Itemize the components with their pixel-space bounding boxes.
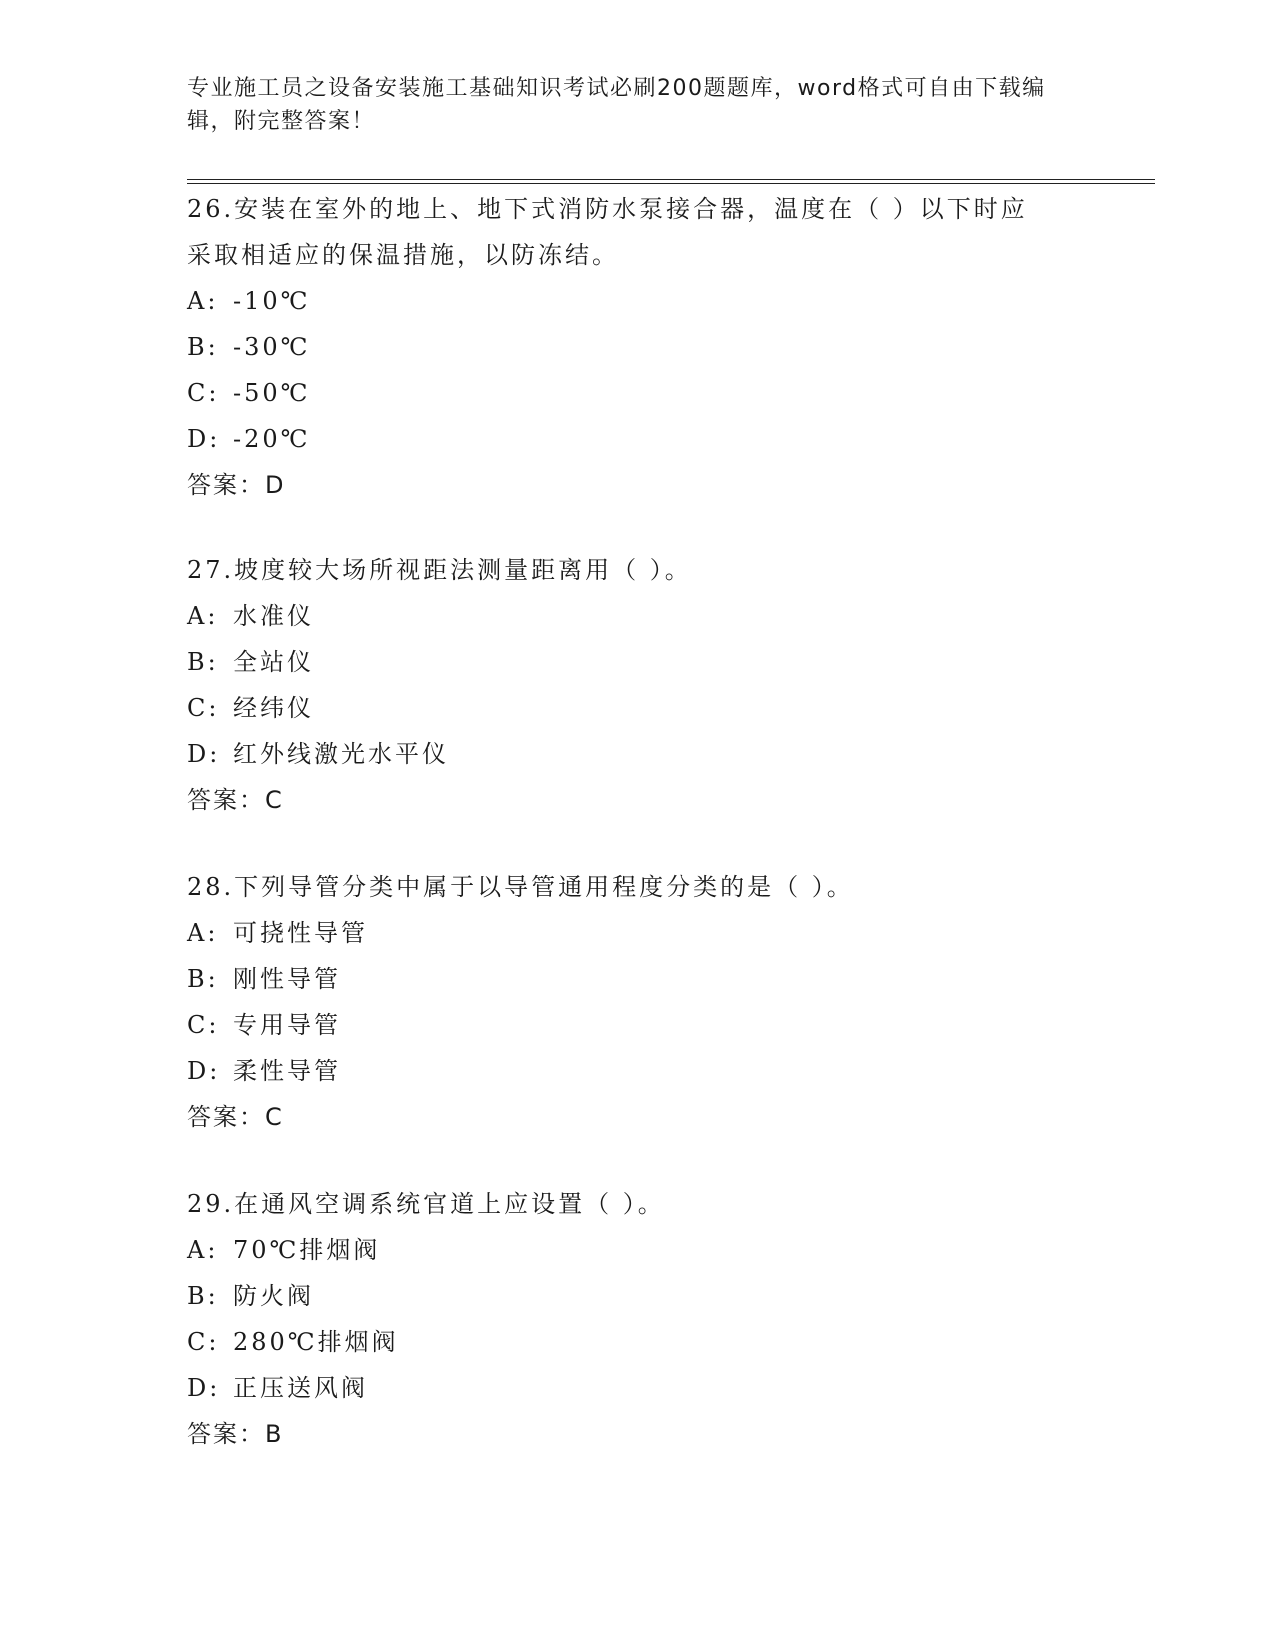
option-d	[187, 416, 1087, 462]
document-title: 专业施工员之设备安装施工基础知识考试必刷200题题库，word格式可自由下载编辑，附完整答案！	[187, 76, 1046, 134]
option-text: 专用导管	[233, 1011, 341, 1039]
option-key: A:	[187, 602, 219, 630]
option-b	[187, 956, 1087, 1002]
option-a	[187, 593, 1087, 639]
question-26	[187, 186, 1087, 508]
question-stem: 27.坡度较大场所视距法测量距离用（ ）。	[187, 556, 692, 584]
option-key: A:	[187, 287, 219, 315]
option-key: A:	[187, 1236, 219, 1264]
answer: 答案：C	[187, 786, 284, 814]
option-a	[187, 278, 1087, 324]
option-a	[187, 1227, 1087, 1273]
option-text: 柔性导管	[233, 1057, 341, 1085]
option-b	[187, 324, 1087, 370]
option-a	[187, 910, 1087, 956]
answer: 答案：B	[187, 1420, 284, 1448]
question-stem: 26.安装在室外的地上、地下式消防水泵接合器，温度在（ ）以下时应采取相适应的保温措施，以防冻结。	[187, 195, 1028, 269]
option-b	[187, 1273, 1087, 1319]
question-stem: 29.在通风空调系统官道上应设置（ ）。	[187, 1190, 665, 1218]
option-c	[187, 370, 1087, 416]
answer: 答案：C	[187, 1103, 284, 1131]
option-key: A:	[187, 919, 219, 947]
header-divider-top	[187, 179, 1155, 180]
option-text: 刚性导管	[233, 965, 341, 993]
option-key: D:	[187, 740, 221, 768]
option-c	[187, 685, 1087, 731]
option-key: C:	[187, 694, 220, 722]
option-key: D:	[187, 425, 221, 453]
question-28	[187, 864, 1087, 1140]
option-text: 可挠性导管	[233, 919, 368, 947]
option-key: B:	[187, 1282, 219, 1310]
option-key: B:	[187, 648, 219, 676]
option-text: 全站仪	[233, 648, 314, 676]
option-text: -20℃	[233, 425, 311, 453]
option-d	[187, 1365, 1087, 1411]
question-stem: 28.下列导管分类中属于以导管通用程度分类的是（ ）。	[187, 873, 854, 901]
question-29	[187, 1181, 1087, 1457]
option-b	[187, 639, 1087, 685]
option-key: B:	[187, 333, 219, 361]
answer: 答案：D	[187, 471, 286, 499]
header-divider-bottom	[187, 183, 1155, 184]
option-text: 70℃排烟阀	[233, 1236, 381, 1264]
option-d	[187, 731, 1087, 777]
option-key: D:	[187, 1374, 221, 1402]
option-text: -30℃	[233, 333, 311, 361]
option-key: C:	[187, 1328, 220, 1356]
option-text: 水准仪	[233, 602, 314, 630]
option-text: -50℃	[233, 379, 311, 407]
option-key: C:	[187, 1011, 220, 1039]
option-text: 经纬仪	[233, 694, 314, 722]
option-key: D:	[187, 1057, 221, 1085]
option-c	[187, 1002, 1087, 1048]
option-text: 正压送风阀	[233, 1374, 368, 1402]
option-key: B:	[187, 965, 219, 993]
option-key: C:	[187, 379, 220, 407]
option-text: 红外线激光水平仪	[233, 740, 449, 768]
option-text: 防火阀	[233, 1282, 314, 1310]
option-d	[187, 1048, 1087, 1094]
question-27	[187, 547, 1087, 823]
option-text: 280℃排烟阀	[233, 1328, 399, 1356]
option-text: -10℃	[233, 287, 311, 315]
option-c	[187, 1319, 1087, 1365]
